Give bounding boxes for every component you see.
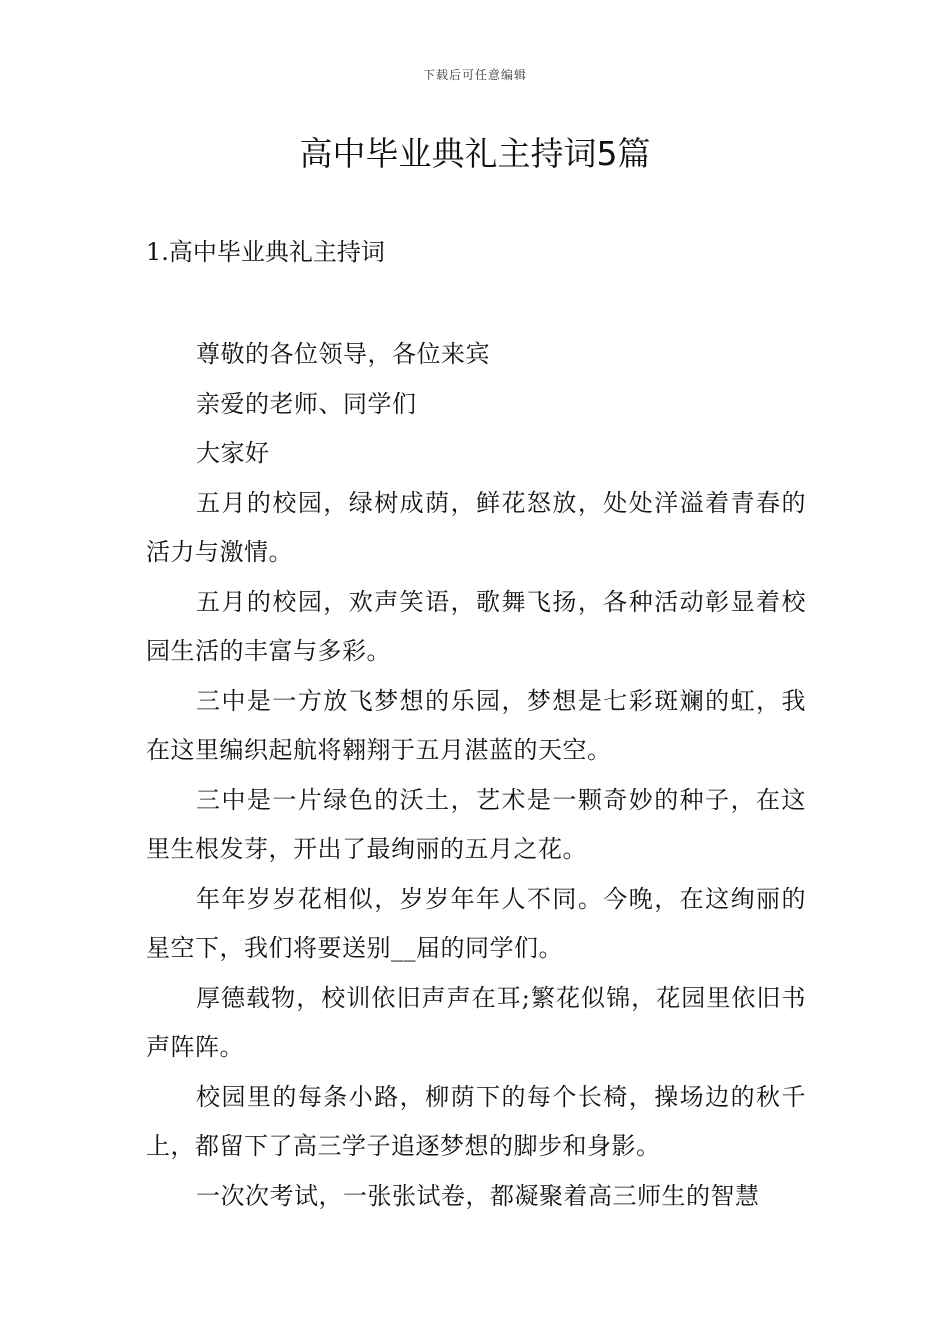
paragraph: 大家好 bbox=[196, 439, 270, 467]
document-title: 高中毕业典礼主持词5篇 bbox=[299, 134, 651, 173]
paragraph: 三中是一方放飞梦想的乐园，梦想是七彩斑斓的虹，我在这里编织起航将翱翔于五月湛蓝的天空。 bbox=[146, 686, 806, 764]
paragraph: 五月的校园，欢声笑语，歌舞飞扬，各种活动彰显着校园生活的丰富与多彩。 bbox=[146, 587, 806, 665]
paragraph: 三中是一片绿色的沃土，艺术是一颗奇妙的种子，在这里生根发芽，开出了最绚丽的五月之花。 bbox=[146, 785, 806, 863]
paragraph: 厚德载物，校训依旧声声在耳;繁花似锦，花园里依旧书声阵阵。 bbox=[146, 983, 806, 1061]
paragraph: 校园里的每条小路，柳荫下的每个长椅，操场边的秋千上，都留下了高三学子追逐梦想的脚步和身影。 bbox=[146, 1082, 806, 1160]
paragraph: 年年岁岁花相似，岁岁年年人不同。今晚，在这绚丽的星空下，我们将要送别__届的同学们。 bbox=[146, 884, 806, 962]
paragraph: 一次次考试，一张张试卷，都凝聚着高三师生的智慧 bbox=[196, 1181, 760, 1210]
paragraph: 五月的校园，绿树成荫，鲜花怒放，处处洋溢着青春的活力与激情。 bbox=[146, 488, 806, 566]
header-note: 下载后可任意编辑 bbox=[422, 68, 527, 82]
paragraph: 亲爱的老师、同学们 bbox=[196, 389, 417, 418]
document-body bbox=[146, 330, 806, 1221]
paragraph: 尊敬的各位领导，各位来宾 bbox=[196, 340, 490, 368]
section-heading: 1.高中毕业典礼主持词 bbox=[146, 238, 385, 266]
